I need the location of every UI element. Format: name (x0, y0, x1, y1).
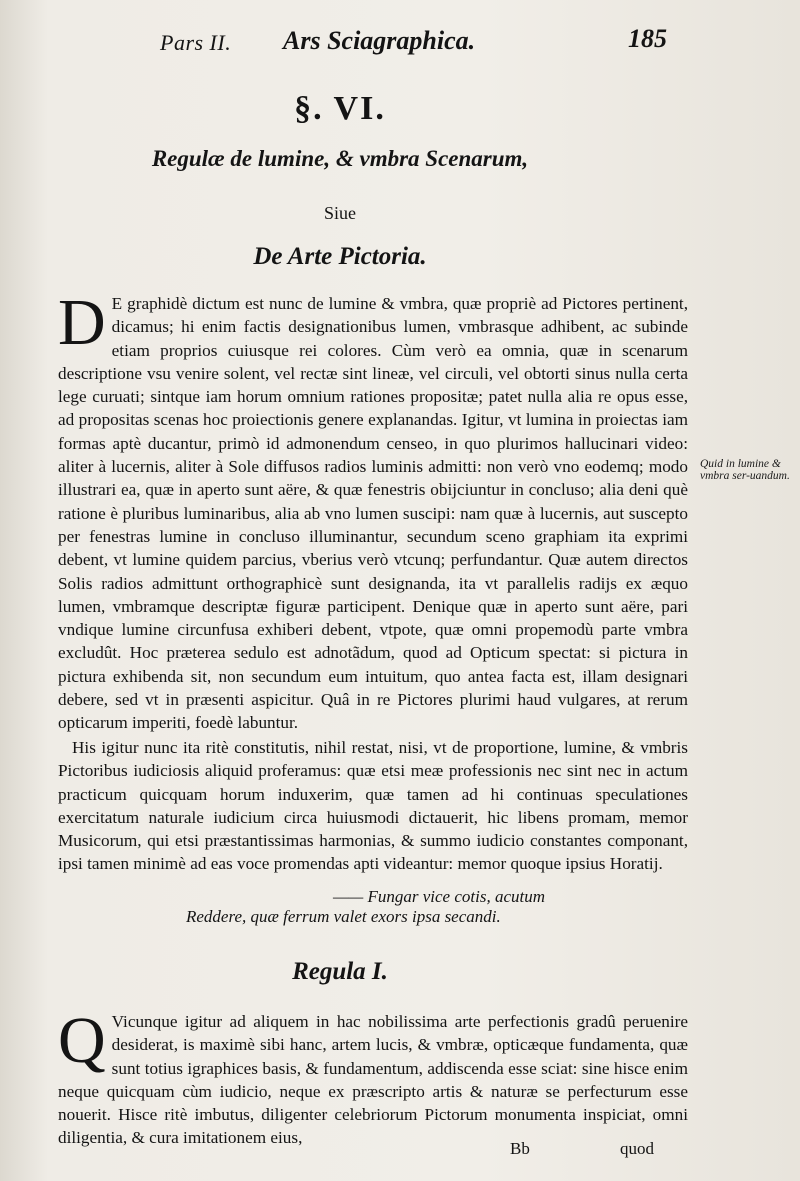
paragraph-3-text: Vicunque igitur ad aliquem in hac nobilissima arte perfectionis gradû peruenire desiderat, is maximè sibi hanc, artem lucis, & vmbræ, opticæque fundamenta, quæ sunt totius igraphices basis, & fundamentum, addiscenda esse sciat: sine hisce enim neque quicquam cùm iudicio, neque ex præscripto artis & naturæ se perfecturum esse nouerit. Hisce ritè imbutus, diligenter celebriorum Pictorum monumenta inspiciat, omni diligentia, & cura imitationem eius, (58, 1012, 688, 1148)
section-heading: §. VI. (294, 90, 386, 127)
page-header (0, 18, 800, 58)
section-title: Regulæ de lumine, & vmbra Scenarum, (151, 146, 529, 171)
verse-line-2: Reddere, quæ ferrum valet exors ipsa secandi. (186, 907, 501, 926)
paragraph-1-text: E graphidè dictum est nunc de lumine & vmbra, quæ propriè ad Pictores pertinent, dicamus; hi enim factis designationibus lumen, vmbrasque adhibent, ac subinde etiam proprios cuiusque rei colores. Cùm verò ea omnia, quæ in scenarum descriptione vsu venire solent, vel rectæ sint lineæ, vel circuli, vel obtorti sinus nulla certa lege curuati; sintque iam horum omnium rationes propositæ; patet nulla alia re opus esse, ad propositas scenas hoc proiectionis genere explanandas. Igitur, vt lumina in proiectas iam formas aptè ducantur, primò id admonendum censeo, in quo plurimos hallucinari video: aliter à lucernis, aliter à Sole diffusos radios luminis admitti: non verò vno eodemq; modo illustrari ea, quæ in aperto sunt aëre, & quæ fenestris obijciuntur in concluso; alia deni què ratione è pluribus luminaribus, alia ab vno lumen suscipi: nam quæ à lucernis, aut suscepto per fenestras lumine in concluso illuminantur, secundum sceno graphiam ita exprimi debent, vt lumine quidem parcius, vberius verò vtcunq; perfundantur. Quæ autem directos Solis radios admittunt orthographicè sunt designanda, ita vt parallelis radijs ex æquo lumen, vmbramque descriptæ figuræ participent. Denique quæ in aperto sunt aëre, pari vndique lumine circunfusa exhiberi debent, vtpote, quæ omni propemodù parte vmbra excludût. Hoc præterea sedulo est adnotãdum, quod ad Opticum spectat: si pictura in pictura exhibenda sit, non secundum eum intuitum, quo antea facta est, illam designari debere, sed vt in præsenti aspicitur. Quâ in re Pictores plurimi haud vulgares, at rerum opticarum imperiti, foedè labuntur. (58, 294, 688, 733)
catchword: quod (620, 1139, 654, 1158)
paragraph-1 (58, 286, 688, 735)
verse-line-1: —— Fungar vice cotis, acutum (333, 887, 545, 906)
paragraph-2: His igitur nunc ita ritè constitutis, nihil restat, nisi, vt de proportione, lumine, & vmbris Pictoribus iudiciosis aliquid proferamus: quæ etsi meæ professionis nec sint nec in actum practicum quicquam horum induxerim, quæ tamen ad hi continuas speculationes exercitatum naturale iudicium circa huiusmodi dictauerit, hic libens promam, memor Musicorum, qui etsi præstantissimas harmonias, & summo iudicio constantes componant, ipsi tamen minimè ad eas voce promendas apti videantur: memor quoque ipsius Horatij. (58, 738, 688, 874)
page-number: 185 (628, 24, 667, 53)
signature-mark: Bb (510, 1139, 530, 1158)
drop-cap: D (58, 286, 106, 359)
drop-cap: Q (58, 1004, 106, 1077)
running-title: Ars Sciagraphica. (283, 26, 476, 55)
rule-title: Regula I. (292, 958, 388, 985)
section-connector: Siue (323, 203, 356, 223)
running-head: Pars II. (160, 30, 232, 55)
page-footer (0, 1139, 800, 1169)
section-subtitle: De Arte Pictoria. (253, 243, 427, 270)
margin-note: Quid in lumine & vmbra ser-uandum. (700, 458, 790, 482)
paragraph-3 (58, 1004, 688, 1150)
